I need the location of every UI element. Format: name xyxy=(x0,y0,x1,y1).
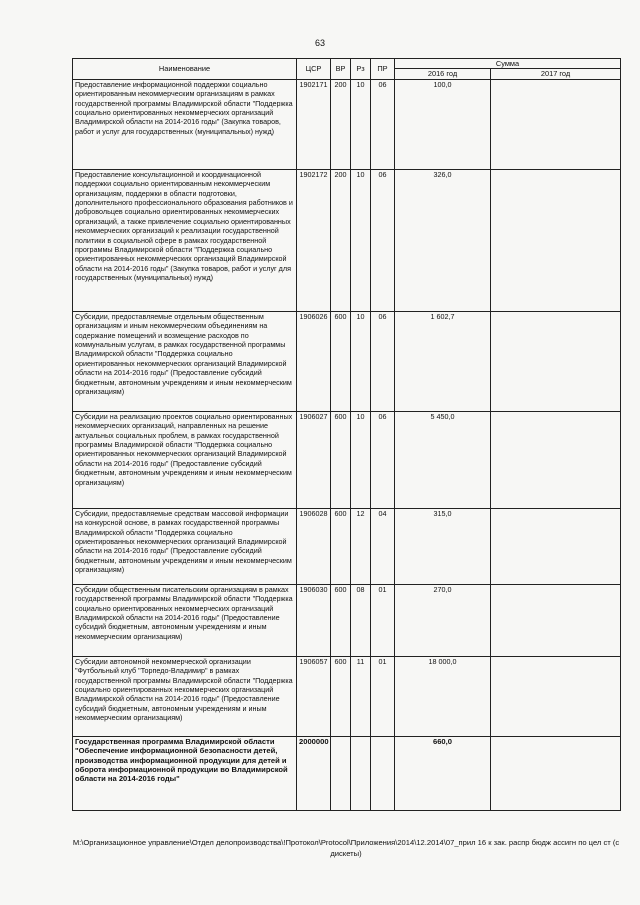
row-pr: 01 xyxy=(371,656,395,736)
table-row xyxy=(73,79,621,169)
row-amount-2016: 5 450,0 xyxy=(395,411,491,508)
row-csr: 1906030 xyxy=(297,584,331,656)
row-name: Субсидии, предоставляемые отдельным общественным организациям и иным некоммерческим объединениям на содержание помещений и возмещение расходов по коммунальным услугам, в рамках государственной программы Владимирской области "Поддержка социально ориентированных некоммерческих организаций Владимирской области на 2014-2016 годы" (Предоставление субсидий бюджетным, автономным учреждениям и иным некоммерческим организациям) xyxy=(73,311,297,411)
row-vr: 600 xyxy=(331,411,351,508)
row-amount-2017 xyxy=(491,508,621,584)
row-rz: 12 xyxy=(351,508,371,584)
row-amount-2016: 270,0 xyxy=(395,584,491,656)
row-name: Субсидии, предоставляемые средствам массовой информации на конкурсной основе, в рамках государственной программы Владимирской области "Поддержка социально ориентированных некоммерческих организаций Владимирской области на 2014-2016 годы" (Предоставление субсидий бюджетным, автономным учреждениям и иным некоммерческим организациям) xyxy=(73,508,297,584)
row-vr: 600 xyxy=(331,584,351,656)
page-number: 63 xyxy=(314,38,325,48)
row-amount-2017 xyxy=(491,311,621,411)
table-row xyxy=(73,736,621,810)
row-name: Субсидии общественным писательским организациям в рамках государственной программы Владимирской области "Поддержка социально ориентированных некоммерческих организаций Владимирской области на 2014-2016 годы" (Предоставление субсидий бюджетным, автономным учреждениям и иным некоммерческим организациям) xyxy=(73,584,297,656)
row-pr: 06 xyxy=(371,411,395,508)
row-vr xyxy=(331,736,351,810)
row-rz: 10 xyxy=(351,411,371,508)
row-amount-2017 xyxy=(491,584,621,656)
row-rz: 10 xyxy=(351,79,371,169)
row-pr: 06 xyxy=(371,169,395,311)
row-rz: 10 xyxy=(351,311,371,411)
row-pr xyxy=(371,736,395,810)
row-amount-2016: 326,0 xyxy=(395,169,491,311)
row-name: Предоставление консультационной и координационной поддержки социально ориентированным некоммерческим организациям, поддержки в области подготовки, дополнительного профессионального образования работников и добровольцев социально ориентированных некоммерческих организаций, а также привлечение социально ориентированных некоммерческих организаций к реализации государственной политики в социальной сфере в рамках государственной программы Владимирской области "Поддержка социально ориентированных некоммерческих организаций Владимирской области на 2014-2016 годы" (Закупка товаров, работ и услуг для государственных (муниципальных) нужд) xyxy=(73,169,297,311)
row-rz: 11 xyxy=(351,656,371,736)
row-vr: 200 xyxy=(331,79,351,169)
footer-path: M:\Организационное управление\Отдел делопроизводства\!Протокол\Protocol\Приложения\2014\12.2014\07_прил 16 к зак. распр бюдж ассигн по цел ст (с дискеты) xyxy=(72,838,620,858)
row-vr: 600 xyxy=(331,508,351,584)
row-amount-2017 xyxy=(491,656,621,736)
row-rz xyxy=(351,736,371,810)
row-amount-2017 xyxy=(491,736,621,810)
table-row xyxy=(73,411,621,508)
row-amount-2016: 1 602,7 xyxy=(395,311,491,411)
row-vr: 600 xyxy=(331,311,351,411)
row-pr: 04 xyxy=(371,508,395,584)
row-name: Субсидии на реализацию проектов социально ориентированных некоммерческих организаций, направленных на решение актуальных социальных проблем, в рамках государственной программы Владимирской области "Поддержка социально ориентированных некоммерческих организаций Владимирской области на 2014-2016 годы" (Предоставление субсидий бюджетным, автономным учреждениям и иным некоммерческим организациям) xyxy=(73,411,297,508)
row-rz: 08 xyxy=(351,584,371,656)
header-name: Наименование xyxy=(73,59,297,80)
row-amount-2016: 660,0 xyxy=(395,736,491,810)
table-row xyxy=(73,508,621,584)
row-amount-2017 xyxy=(491,169,621,311)
header-rz: Рз xyxy=(351,59,371,80)
row-vr: 200 xyxy=(331,169,351,311)
row-amount-2017 xyxy=(491,79,621,169)
table-body xyxy=(73,79,621,810)
row-csr: 1906026 xyxy=(297,311,331,411)
row-csr: 1902171 xyxy=(297,79,331,169)
row-rz: 10 xyxy=(351,169,371,311)
header-2016: 2016 год xyxy=(395,69,491,79)
header-sum: Сумма xyxy=(395,59,621,69)
row-csr: 1906028 xyxy=(297,508,331,584)
table-row xyxy=(73,169,621,311)
row-pr: 06 xyxy=(371,79,395,169)
row-amount-2016: 18 000,0 xyxy=(395,656,491,736)
row-csr: 1906057 xyxy=(297,656,331,736)
budget-table xyxy=(72,58,621,811)
row-amount-2016: 315,0 xyxy=(395,508,491,584)
header-2017: 2017 год xyxy=(491,69,621,79)
row-name: Предоставление информационной поддержки социально ориентированным некоммерческим организациям в рамках государственной программы Владимирской области "Поддержка социально ориентированных некоммерческих организаций Владимирской области на 2014-2016 годы" (Закупка товаров, работ и услуг для государственных (муниципальных) нужд) xyxy=(73,79,297,169)
row-csr: 1906027 xyxy=(297,411,331,508)
row-vr: 600 xyxy=(331,656,351,736)
table-row xyxy=(73,311,621,411)
row-name: Государственная программа Владимирской области "Обеспечение информационной безопасности детей, производства информационной продукции для детей и оборота информационной продукции во Владимирской области на 2014-2016 годы" xyxy=(73,736,297,810)
row-csr: 2000000 xyxy=(297,736,331,810)
row-name: Субсидии автономной некоммерческой организации "Футбольный клуб "Торпедо-Владимир" в рамках государственной программы Владимирской области "Поддержка социально ориентированных некоммерческих организаций Владимирской области на 2014-2016 годы" (Предоставление субсидий бюджетным, автономным учреждениям и иным некоммерческим организациям) xyxy=(73,656,297,736)
row-csr: 1902172 xyxy=(297,169,331,311)
row-pr: 06 xyxy=(371,311,395,411)
table-row xyxy=(73,584,621,656)
row-amount-2017 xyxy=(491,411,621,508)
header-csr: ЦСР xyxy=(297,59,331,80)
header-vr: ВР xyxy=(331,59,351,80)
row-pr: 01 xyxy=(371,584,395,656)
header-pr: ПР xyxy=(371,59,395,80)
table-row xyxy=(73,656,621,736)
row-amount-2016: 100,0 xyxy=(395,79,491,169)
